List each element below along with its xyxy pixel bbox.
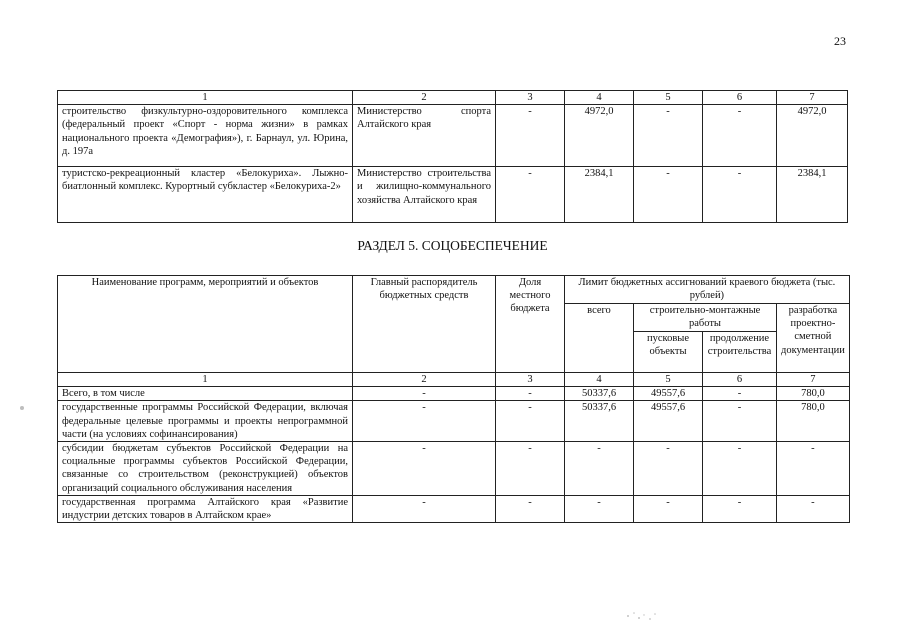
program-name: государственные программы Российской Федерации, включая федеральные целевые программы и проекты непрограммной части (на условиях софинансирования): [58, 401, 353, 442]
local-share-value: -: [496, 105, 565, 167]
continued-value: -: [703, 105, 777, 167]
table-row: [58, 442, 850, 496]
total-value: 50337,6: [565, 387, 634, 401]
table-row: [58, 495, 850, 522]
total-value: 2384,1: [565, 167, 634, 223]
design-value: 780,0: [777, 401, 850, 442]
launch-value: -: [634, 495, 703, 522]
header-launch: пусковые объекты: [634, 332, 703, 373]
launch-value: -: [634, 167, 703, 223]
table-row: [58, 401, 850, 442]
header-total: всего: [565, 304, 634, 373]
header-local-share: Доля местного бюджета: [496, 276, 565, 373]
program-name: государственная программа Алтайского края «Развитие индустрии детских товаров в Алтайском крае»: [58, 495, 353, 522]
design-value: -: [777, 442, 850, 496]
total-value: 50337,6: [565, 401, 634, 442]
header-construction: строительно-монтажные работы: [634, 304, 777, 332]
design-value: 780,0: [777, 387, 850, 401]
col-number: 1: [58, 91, 353, 105]
program-name: Всего, в том числе: [58, 387, 353, 401]
col-number: 5: [634, 91, 703, 105]
col-number: 1: [58, 373, 353, 387]
col-number: 4: [565, 91, 634, 105]
social-security-table: [57, 275, 850, 523]
scan-smudge: [622, 606, 664, 624]
design-value: -: [777, 495, 850, 522]
program-name: субсидии бюджетам субъектов Российской Федерации на социальные программы субъектов Российской Федерации, связанные со строительством (реконструкцией) объектов организаций социального обслуживания населения: [58, 442, 353, 496]
budget-manager: Министерство спорта Алтайского края: [353, 105, 496, 167]
total-value: -: [565, 495, 634, 522]
header-design: разработка проектно-сметной документации: [777, 304, 850, 373]
header-manager: Главный распорядитель бюджетных средств: [353, 276, 496, 373]
header-limit: Лимит бюджетных ассигнований краевого бюджета (тыс. рублей): [565, 276, 850, 304]
local-share-value: -: [496, 495, 565, 522]
continued-value: -: [703, 401, 777, 442]
continued-value: -: [703, 387, 777, 401]
col-number: 6: [703, 373, 777, 387]
col-number: 3: [496, 373, 565, 387]
local-share-value: -: [496, 401, 565, 442]
object-name: туристско-рекреационный кластер «Белокуриха». Лыжно-биатлонный комплекс. Курортный субкластер «Белокуриха-2»: [58, 167, 353, 223]
scan-speck: [20, 406, 24, 410]
local-share-value: -: [496, 442, 565, 496]
column-number-row: [58, 373, 850, 387]
total-value: -: [565, 442, 634, 496]
table-row: [58, 105, 848, 167]
launch-value: -: [634, 442, 703, 496]
section-title: РАЗДЕЛ 5. СОЦОБЕСПЕЧЕНИЕ: [357, 238, 548, 253]
col-number: 5: [634, 373, 703, 387]
continuation-table: [57, 90, 848, 223]
manager-value: -: [353, 442, 496, 496]
launch-value: 49557,6: [634, 387, 703, 401]
manager-value: -: [353, 387, 496, 401]
continued-value: -: [703, 442, 777, 496]
col-number: 7: [777, 373, 850, 387]
design-value: 2384,1: [777, 167, 848, 223]
continued-value: -: [703, 495, 777, 522]
header-name: Наименование программ, мероприятий и объектов: [58, 276, 353, 373]
manager-value: -: [353, 401, 496, 442]
design-value: 4972,0: [777, 105, 848, 167]
col-number: 4: [565, 373, 634, 387]
col-number: 6: [703, 91, 777, 105]
total-value: 4972,0: [565, 105, 634, 167]
header-continued: продолжение строительства: [703, 332, 777, 373]
col-number: 2: [353, 91, 496, 105]
column-number-row: [58, 91, 848, 105]
col-number: 7: [777, 91, 848, 105]
local-share-value: -: [496, 167, 565, 223]
manager-value: -: [353, 495, 496, 522]
header-row: [58, 276, 850, 304]
object-name: строительство физкультурно-оздоровительного комплекса (федеральный проект «Спорт - норма жизни» в рамках национального проекта «Демография»), г. Барнаул, ул. Юрина, д. 197а: [58, 105, 353, 167]
budget-manager: Министерство строительства и жилищно-коммунального хозяйства Алтайского края: [353, 167, 496, 223]
col-number: 2: [353, 373, 496, 387]
continued-value: -: [703, 167, 777, 223]
local-share-value: -: [496, 387, 565, 401]
table-row: [58, 387, 850, 401]
launch-value: 49557,6: [634, 401, 703, 442]
col-number: 3: [496, 91, 565, 105]
page-number: 23: [834, 34, 846, 48]
launch-value: -: [634, 105, 703, 167]
table-row: [58, 167, 848, 223]
